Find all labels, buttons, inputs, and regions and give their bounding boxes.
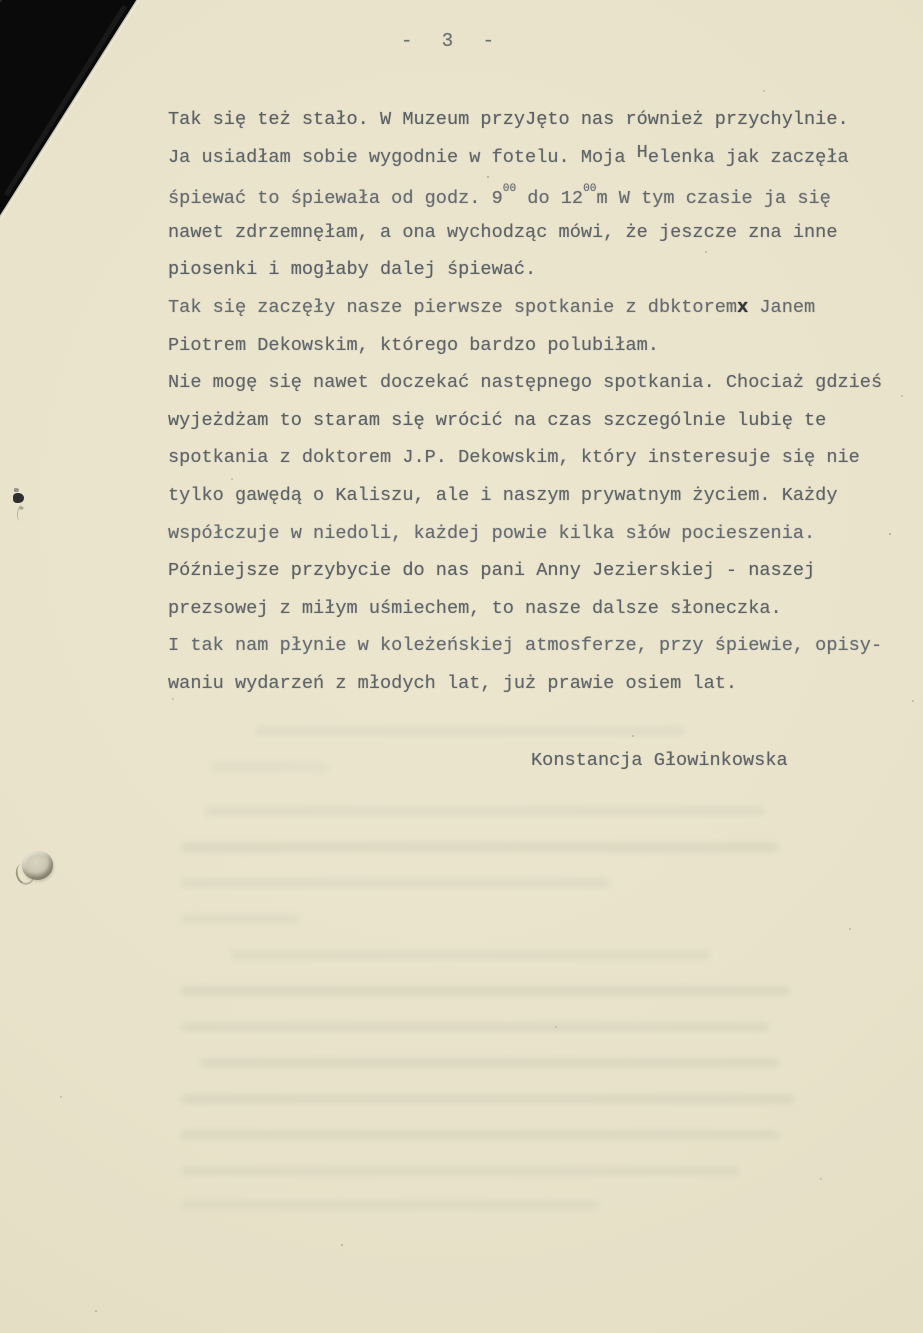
bleed-through-line: [205, 806, 765, 816]
page-number: - 3 -: [401, 30, 504, 52]
text-line: waniu wydarzeń z młodych lat, już prawie osiem lat.: [168, 672, 738, 694]
signature: Konstancja Głowinkowska: [531, 750, 788, 771]
hole-punch-mark: [22, 851, 53, 880]
text-line: spotkania z doktorem J.P. Dekowskim, który insteresuje się nie: [168, 447, 860, 469]
text-line: Późniejsze przybycie do nas pani Anny Jezierskiej - naszej: [168, 560, 816, 582]
text-line: Ja usiadłam sobie wygodnie w fotelu. Moja Helenka jak zaczęła: [168, 141, 849, 168]
bleed-through-line: [200, 1058, 780, 1068]
text-line: Tak się zaczęły nasze pierwsze spotkanie z dbktoremx Janem: [168, 296, 816, 318]
bleed-through-line: [180, 842, 780, 852]
torn-corner-black-area: [0, 0, 150, 225]
text-line: współczuje w niedoli, każdej powie kilka słów pocieszenia.: [168, 522, 816, 544]
text-line: piosenki i mogłaby dalej śpiewać.: [168, 259, 537, 281]
bleed-through-line: [180, 986, 790, 996]
text-line: prezsowej z miłym uśmiechem, to nasze dalsze słoneczka.: [168, 597, 782, 619]
bleed-through-line: [180, 1130, 780, 1140]
text-line: Piotrem Dekowskim, którego bardzo polubiłam.: [168, 334, 659, 356]
bleed-through-line: [180, 878, 610, 888]
text-line: wyjeżdżam to staram się wrócić na czas szczególnie lubię te: [168, 409, 827, 431]
text-line: I tak nam płynie w koleżeńskiej atmosferze, przy śpiewie, opisy-: [168, 635, 883, 657]
ink-blot: [13, 493, 24, 503]
text-line: śpiewać to śpiewała od godz. $9^{00}$ do $12^{00}m$ W tym czasie ja się: [168, 183, 831, 210]
bleed-through-line: [210, 762, 330, 772]
text-line: Tak się też stało. W Muzeum przyJęto nas również przychylnie.: [168, 109, 849, 130]
bleed-through-line: [180, 1022, 770, 1032]
bleed-through-line: [180, 1094, 795, 1104]
bleed-through-line: [180, 1166, 740, 1176]
bleed-through-line: [180, 1200, 600, 1210]
bleed-through-line: [255, 726, 685, 736]
bleed-through-line: [180, 914, 300, 924]
paper-speckles: [0, 0, 2, 2]
text-line: tylko gawędą o Kaliszu, ale i naszym prywatnym życiem. Każdy: [168, 484, 838, 506]
text-line: nawet zdrzemnęłam, a ona wychodząc mówi, że jeszcze zna inne: [168, 221, 838, 243]
typewritten-text-block: [168, 101, 908, 703]
bleed-through-line: [230, 950, 710, 960]
text-line: Nie mogę się nawet doczekać następnego spotkania. Chociaż gdzieś: [168, 372, 883, 394]
